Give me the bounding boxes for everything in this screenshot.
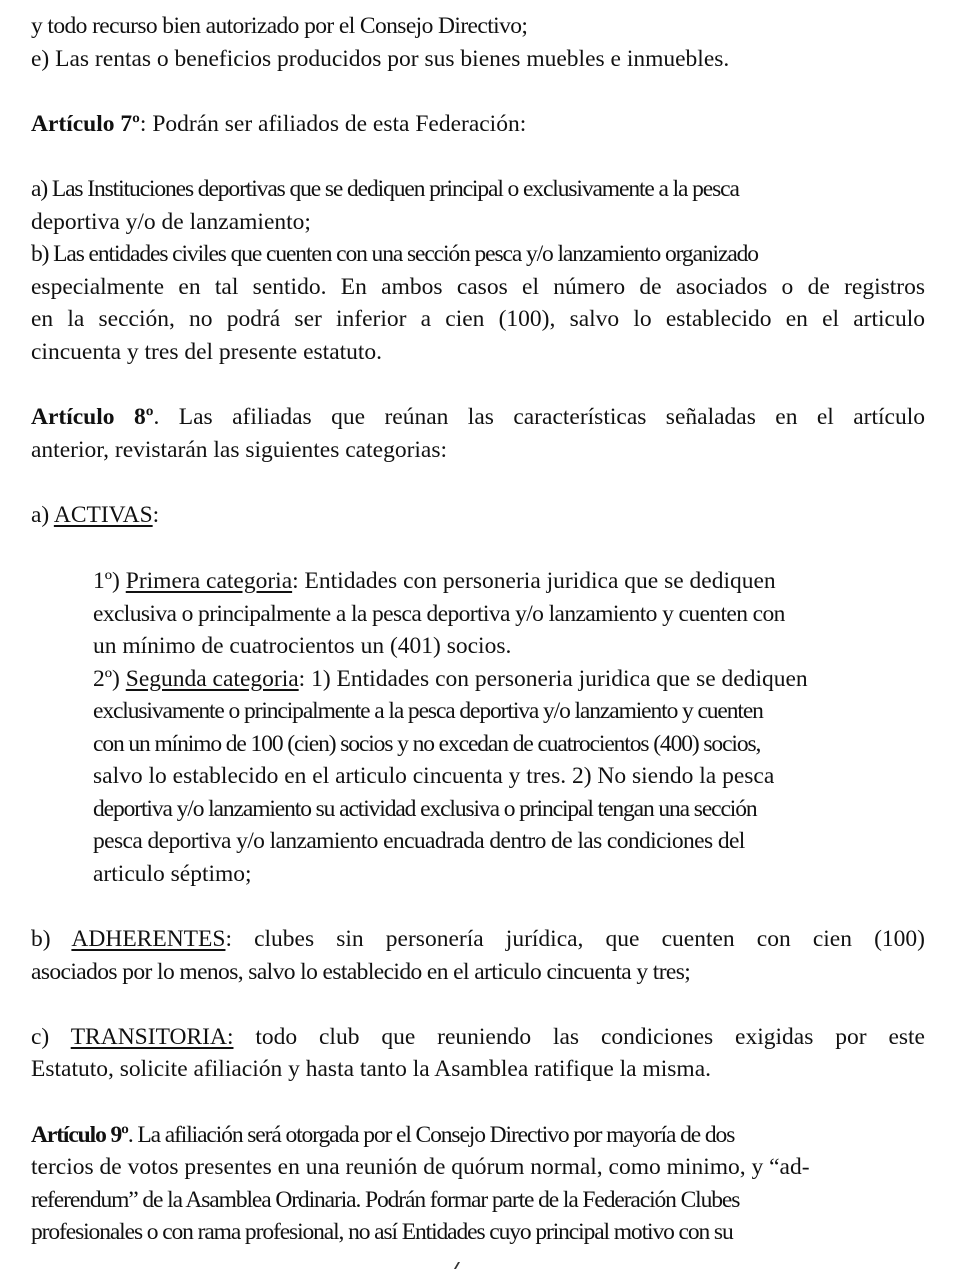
page-footer-mark [454, 1262, 464, 1269]
segunda-categoria-line-2: exclusivamente o principalmente a la pesca deportiva y/o lanzamiento y cuenten [93, 698, 763, 724]
articulo-8-line-1 [31, 401, 925, 434]
articulo-7-item-b-line-2: especialmente en tal sentido. En ambos casos el número de asociados o de registros [31, 274, 925, 300]
articulo-7-item-b-line-4: cincuenta y tres del presente estatuto. [31, 339, 383, 365]
activas-suffix: : [152, 502, 160, 528]
intro-line-2: e) Las rentas o beneficios producidos por sus bienes muebles e inmuebles. [31, 46, 730, 72]
primera-prefix: 1º) [93, 568, 126, 594]
segunda-categoria-label: Segunda categoria [125, 666, 299, 692]
activas-label: ACTIVAS [53, 502, 153, 528]
articulo-8-title: Artículo 8º [31, 404, 154, 430]
primera-categoria-label: Primera categoria [125, 568, 293, 594]
articulo-7-item-b-line-3: en la sección, no podrá ser inferior a cien (100), salvo lo establecido en el articulo [31, 306, 925, 332]
articulo-9-title: Artículo 9º [31, 1122, 128, 1148]
transitoria-text: todo club que reuniendo las condiciones exigidas por este [233, 1024, 925, 1050]
segunda-categoria-line-7: articulo séptimo; [93, 861, 252, 887]
articulo-8-line-2: anterior, revistarán las siguientes categorias: [31, 437, 448, 463]
segunda-categoria-line-3: con un mínimo de 100 (cien) socios y no excedan de cuatrocientos (400) socios, [93, 731, 761, 757]
articulo-7-title: Artículo 7º [31, 111, 140, 137]
articulo-7-intro: : Podrán ser afiliados de esta Federación: [139, 111, 527, 137]
primera-categoria-line-1 [93, 565, 776, 598]
segunda-categoria-line-4: salvo lo establecido en el articulo cincuenta y tres. 2) No siendo la pesca [93, 763, 775, 789]
articulo-9-line-2: tercios de votos presentes en una reunión de quórum normal, como minimo, y “ad- [31, 1154, 810, 1180]
adherentes-label: ADHERENTES [71, 926, 226, 952]
articulo-9-line-3: referendum” de la Asamblea Ordinaria. Podrán formar parte de la Federación Clubes [31, 1187, 740, 1213]
transitoria-line-1 [31, 1021, 925, 1054]
articulo-9-text-1: . La afiliación será otorgada por el Consejo Directivo por mayoría de dos [127, 1122, 735, 1148]
segunda-categoria-line-5: deportiva y/o lanzamiento su actividad exclusiva o principal tengan una sección [93, 796, 757, 822]
segunda-categoria-line-6: pesca deportiva y/o lanzamiento encuadrada dentro de las condiciones del [93, 828, 745, 854]
articulo-7-item-a-line-1: a) Las Instituciones deportivas que se dediquen principal o exclusivamente a la pesca [31, 176, 739, 202]
articulo-7-heading [31, 108, 526, 141]
transitoria-prefix: c) [31, 1024, 71, 1050]
transitoria-label: TRANSITORIA: [70, 1024, 234, 1050]
segunda-prefix: 2º) [93, 666, 126, 692]
articulo-9-line-4: profesionales o con rama profesional, no así Entidades cuyo principal motivo con su [31, 1219, 733, 1245]
adherentes-prefix: b) [31, 926, 72, 952]
primera-categoria-text: : Entidades con personeria juridica que se dediquen [292, 568, 776, 594]
adherentes-text: : clubes sin personería jurídica, que cuenten con cien (100) [225, 926, 925, 952]
adherentes-line-2: asociados por lo menos, salvo lo establecido en el articulo cincuenta y tres; [31, 959, 691, 985]
articulo-8-text-1: . Las afiliadas que reúnan las características señaladas en el artículo [153, 404, 926, 430]
articulo-7-item-b-line-1: b) Las entidades civiles que cuenten con una sección pesca y/o lanzamiento organizado [31, 241, 758, 267]
articulo-9-line-1 [31, 1119, 734, 1152]
activas-heading [31, 499, 159, 532]
primera-categoria-line-2: exclusiva o principalmente a la pesca deportiva y/o lanzamiento y cuenten con [93, 601, 785, 627]
articulo-7-item-a-line-2: deportiva y/o de lanzamiento; [31, 209, 311, 235]
intro-line-1: y todo recurso bien autorizado por el Consejo Directivo; [31, 13, 528, 39]
activas-prefix: a) [31, 502, 54, 528]
adherentes-line-1 [31, 923, 925, 956]
primera-categoria-line-3: un mínimo de cuatrocientos un (401) socios. [93, 633, 512, 659]
segunda-categoria-text: : 1) Entidades con personeria juridica que se dediquen [298, 666, 808, 692]
transitoria-line-2: Estatuto, solicite afiliación y hasta tanto la Asamblea ratifique la misma. [31, 1056, 711, 1082]
segunda-categoria-line-1 [93, 663, 808, 696]
